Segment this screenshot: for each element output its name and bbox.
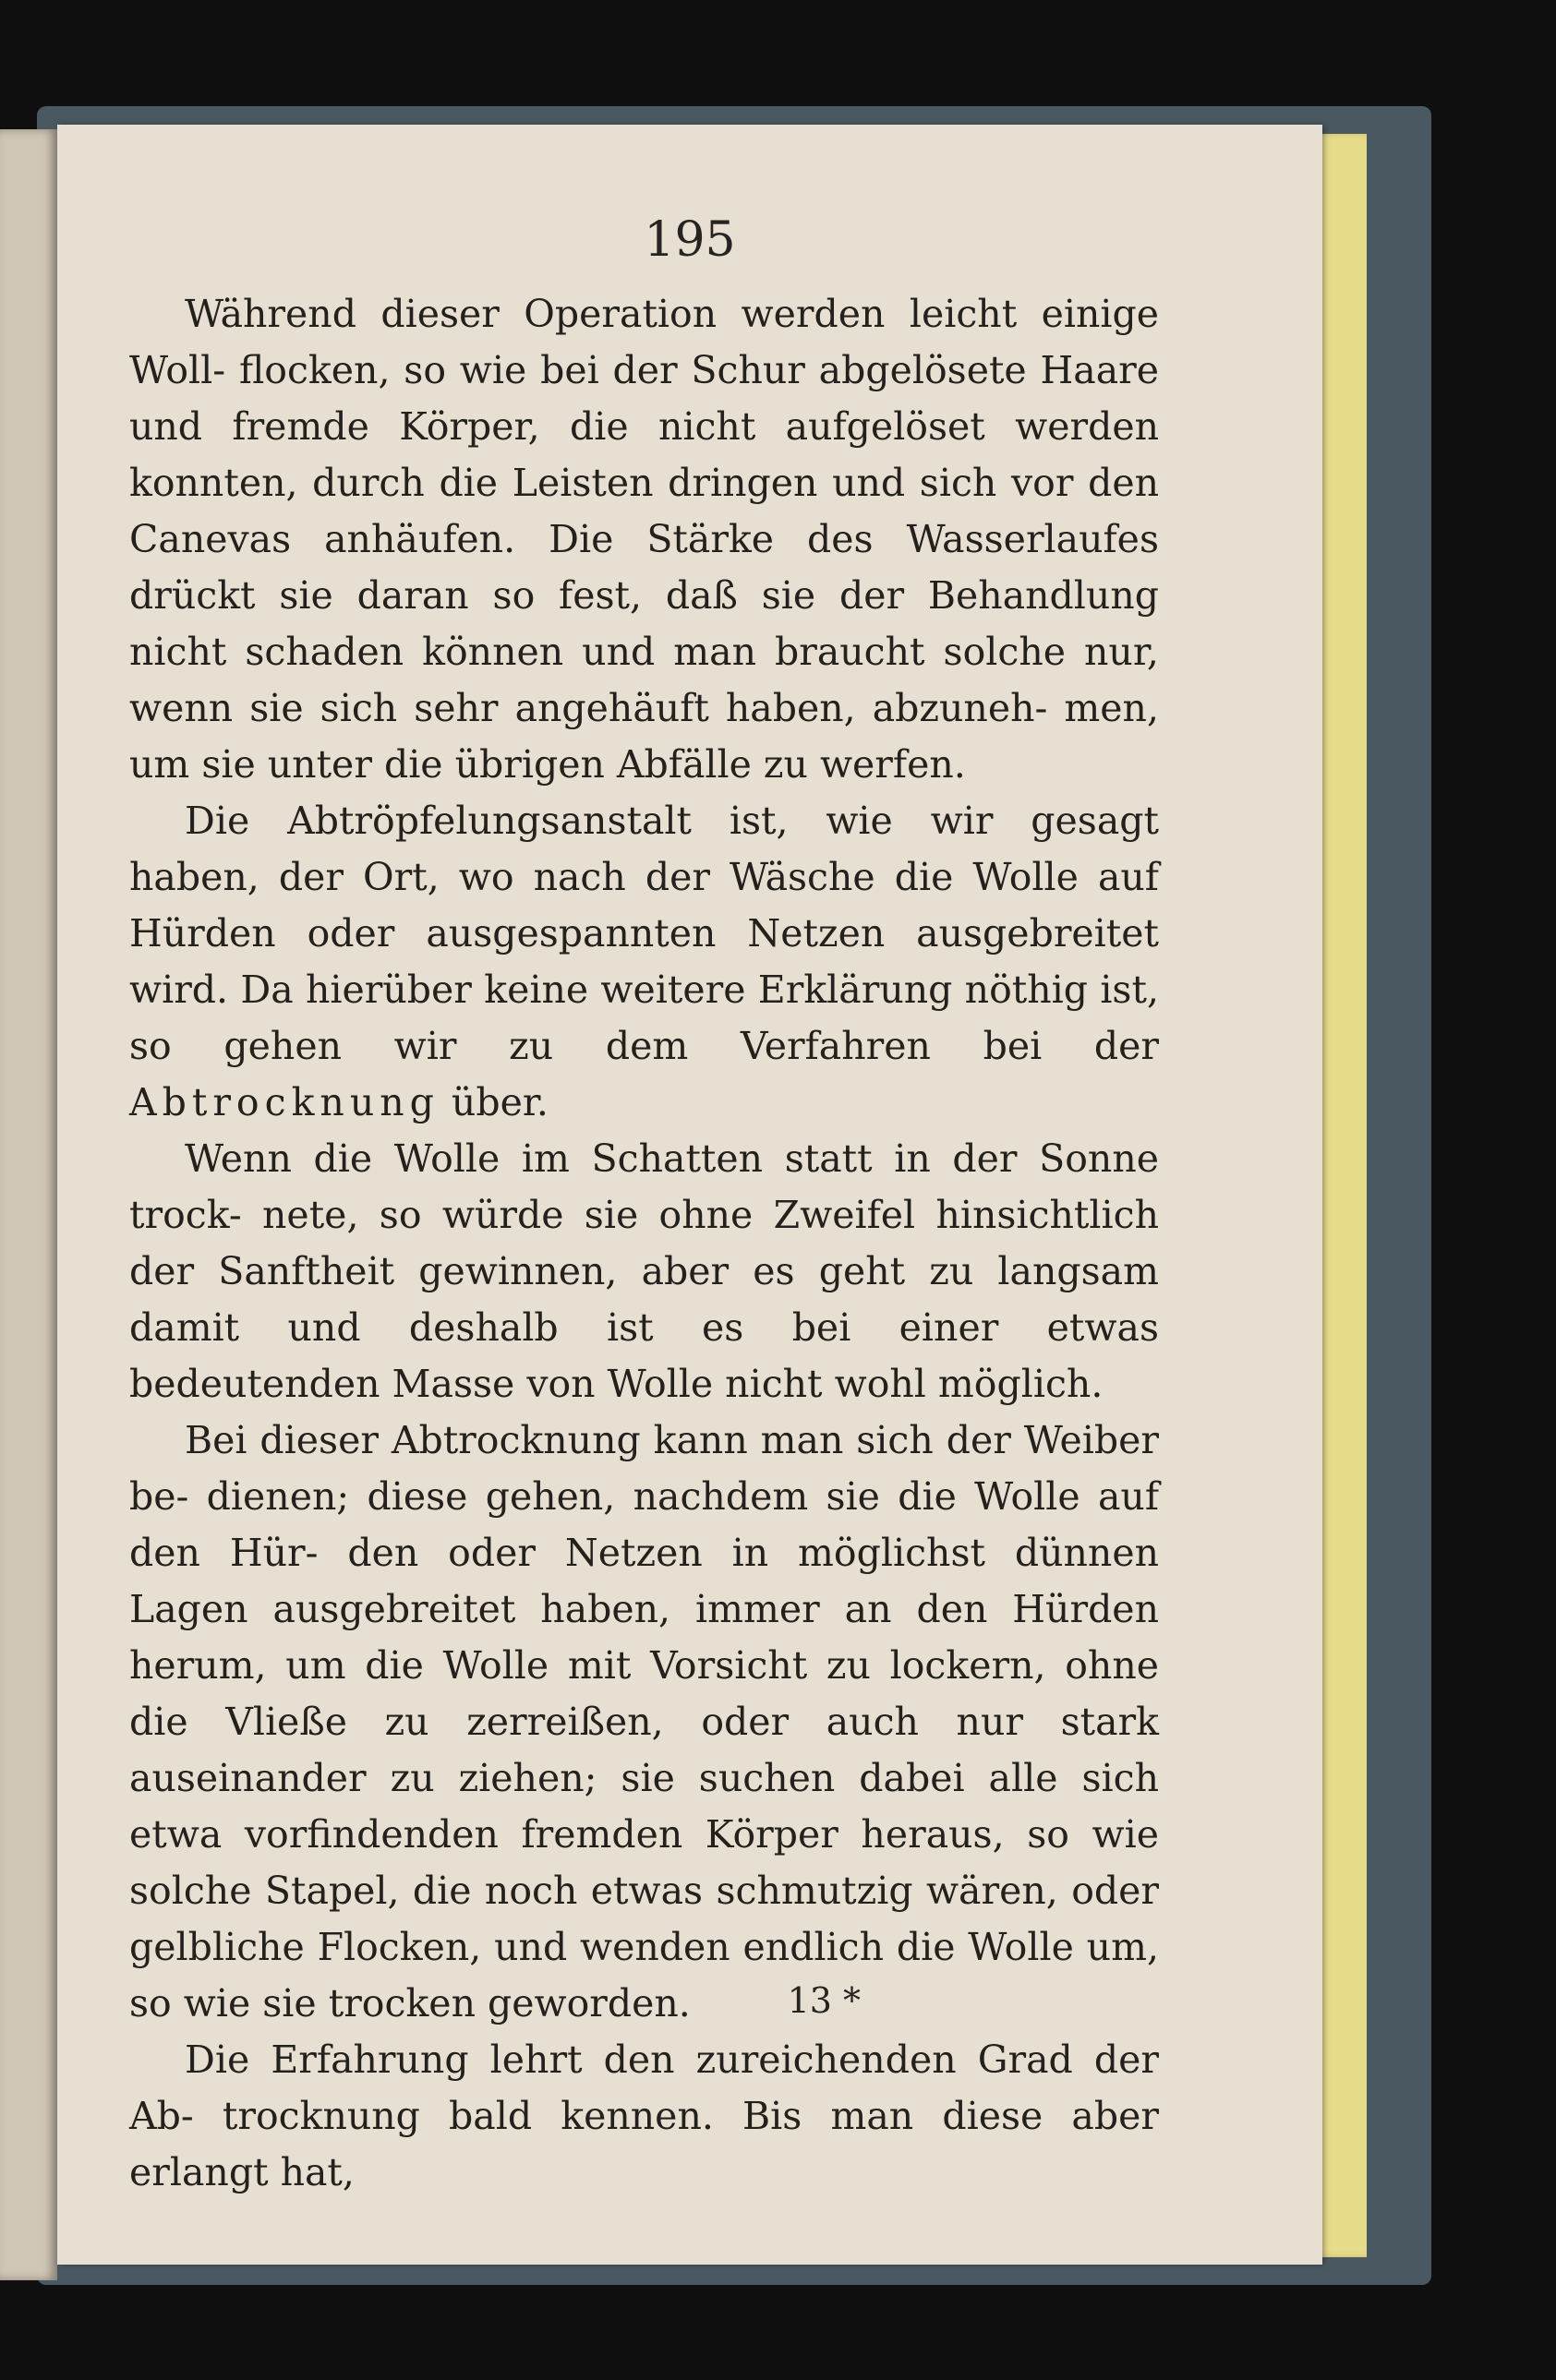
text-line: wohl möglich. <box>834 1362 1104 1406</box>
text-line: den oder Netzen in möglichst dünnen Lagen ausgebreitet <box>129 1531 1159 1631</box>
text-line: keine weitere Erklärung nöthig ist, so gehen wir zu dem <box>129 968 1159 1068</box>
text-line: haben, immer an den Hürden herum, um die Wolle mit <box>129 1587 1159 1688</box>
text-line: dienen; diese gehen, nachdem sie die Wolle auf den Hür- <box>129 1474 1159 1575</box>
text-line: Die Abtröpfelungsanstalt ist, wie wir gesagt haben, <box>129 799 1159 899</box>
text-line: es bei einer etwas bedeutenden Masse von Wolle nicht <box>129 1305 1159 1406</box>
text-line: Stärke des Wasserlaufes drückt sie daran so fest, daß sie <box>129 517 1159 618</box>
text-line: flocken, so wie bei der Schur abgelösete Haare und fremde <box>129 348 1159 449</box>
facing-page-edge <box>0 129 57 2280</box>
emphasized-term: Abtrocknung <box>129 1080 440 1124</box>
text-line: Körper, die nicht aufgelöset werden konnten, durch die <box>129 404 1159 505</box>
page-body <box>129 286 1159 2201</box>
paragraph-3 <box>129 1131 1159 1412</box>
text-line: trocken geworden. <box>328 1981 691 2025</box>
text-line: sich etwa vorfindenden fremden Körper heraus, so wie solche <box>129 1756 1159 1913</box>
text-line: Flocken, und wenden endlich die Wolle um, so wie sie <box>129 1925 1159 2025</box>
paragraph-2 <box>129 793 1159 1131</box>
paragraph-1 <box>129 286 1159 793</box>
paragraph-4 <box>129 1412 1159 2032</box>
text-line: gewinnen, aber es geht zu langsam damit und deshalb ist <box>129 1249 1159 1350</box>
page-number: 195 <box>644 212 736 268</box>
text-line: der Ort, wo nach der Wäsche die Wolle auf Hürden oder <box>129 855 1159 956</box>
book-page <box>57 125 1322 2265</box>
text-line: der Behandlung nicht schaden können und man braucht <box>129 573 1159 674</box>
text-line: Verfahren bei der <box>740 1024 1160 1068</box>
text-line: men, um sie unter die übrigen Abfälle zu werfen. <box>129 686 1159 787</box>
text-line: Während dieser Operation werden leicht einige Woll- <box>129 292 1159 392</box>
text-line: über. <box>439 1080 549 1124</box>
text-line: solche nur, wenn sie sich sehr angehäuft haben, abzuneh- <box>129 630 1159 730</box>
text-line: Vorsicht zu lockern, ohne die Vließe zu zerreißen, oder <box>129 1643 1159 1744</box>
text-line: ausgespannten Netzen ausgebreitet wird. Da hierüber <box>129 911 1160 1012</box>
paragraph-5 <box>129 2032 1159 2201</box>
text-line: Leisten dringen und sich vor den Canevas anhäufen. Die <box>129 461 1159 561</box>
text-line: Die Erfahrung lehrt den zureichenden Grad der Ab- <box>129 2037 1159 2138</box>
text-line: nete, so würde sie ohne Zweifel hinsichtlich der Sanftheit <box>129 1193 1159 1293</box>
text-line: trocknung bald kennen. Bis man diese aber erlangt hat, <box>129 2094 1159 2194</box>
text-line: Wenn die Wolle im Schatten statt in der Sonne trock- <box>129 1136 1159 1237</box>
text-line: Bei dieser Abtrocknung kann man sich der Weiber be- <box>129 1418 1159 1519</box>
signature-mark: 13 * <box>787 1980 861 2021</box>
text-line: auch nur stark auseinander zu ziehen; sie suchen dabei alle <box>129 1700 1159 1800</box>
text-line: Stapel, die noch etwas schmutzig wären, oder gelbliche <box>129 1869 1159 1969</box>
